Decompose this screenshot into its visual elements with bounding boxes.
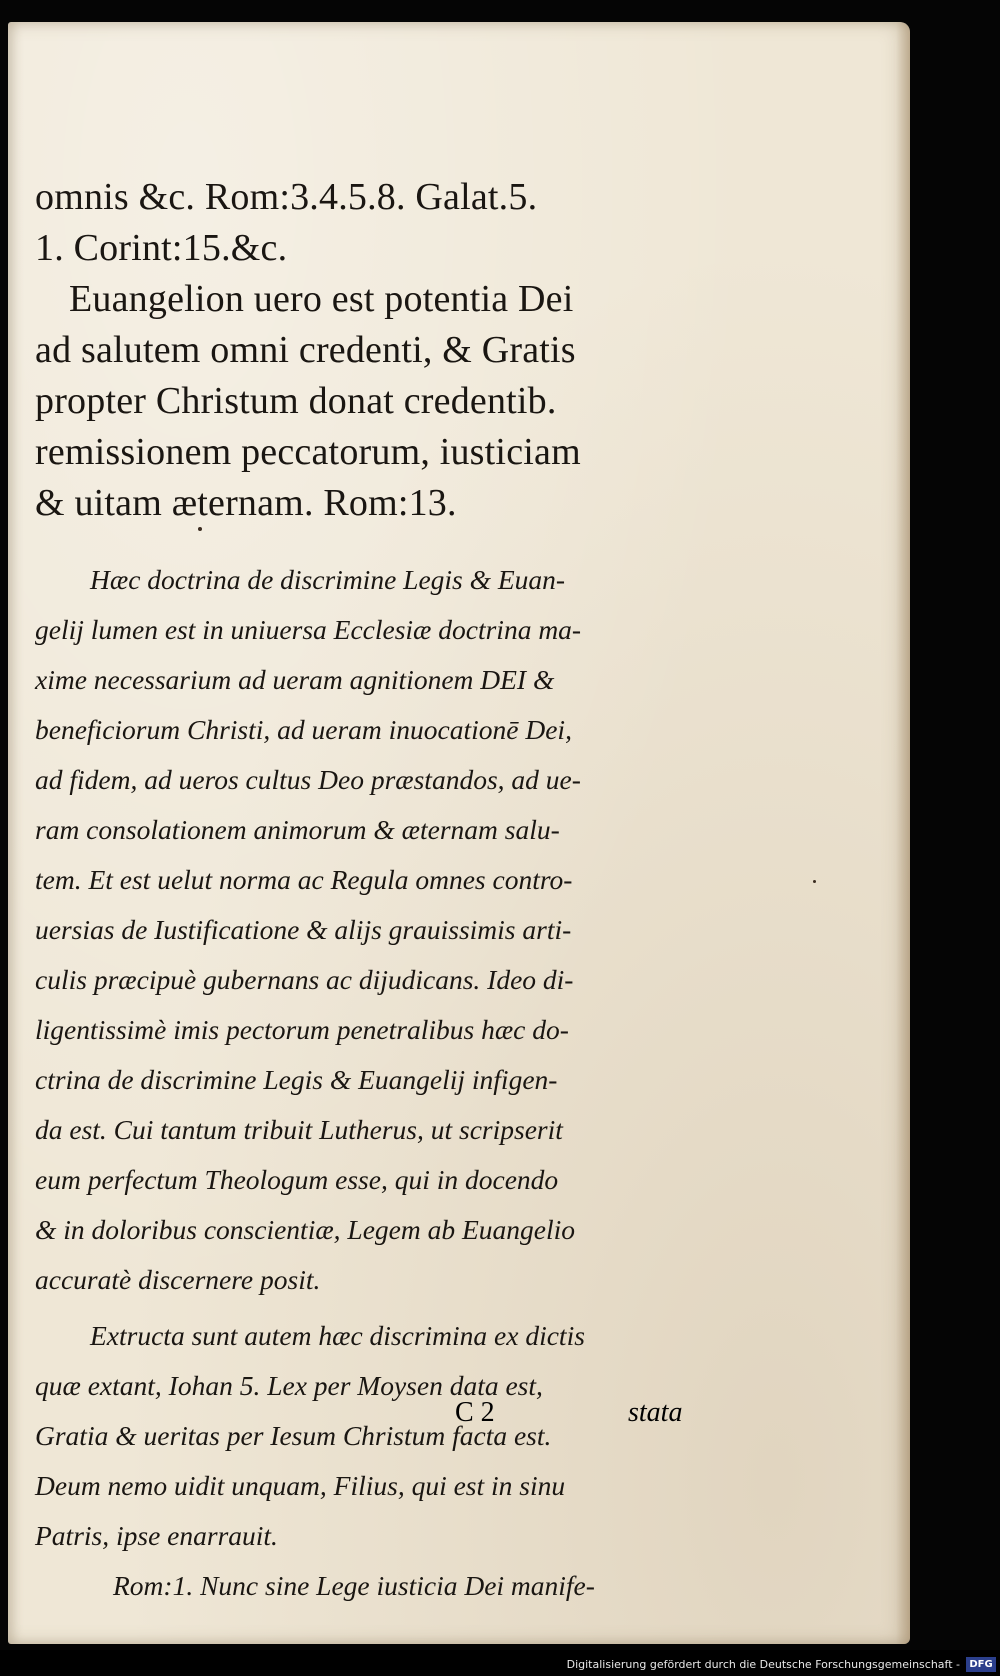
book-page — [8, 22, 910, 1644]
italic-line: Gratia & ueritas per Iesum Christum facta est. — [35, 1420, 552, 1451]
roman-line: 1. Corint:15.&c. — [35, 227, 288, 269]
footer-bar — [0, 1650, 1000, 1676]
italic-line: ad fidem, ad ueros cultus Deo præstandos, ad ue- — [35, 764, 581, 795]
roman-line: propter Christum donat credentib. — [35, 380, 557, 422]
italic-paragraph-3 — [35, 1561, 695, 1611]
italic-line: Extructa sunt autem hæc discrimina ex dictis — [90, 1320, 585, 1351]
italic-line: Rom:1. Nunc sine Lege iusticia Dei manife- — [113, 1570, 595, 1601]
italic-line: culis præcipuè gubernans ac dijudicans. Ideo di- — [35, 964, 574, 995]
italic-paragraph-1 — [35, 555, 695, 1305]
italic-line: xime necessarium ad ueram agnitionem DEI & — [35, 664, 555, 695]
italic-line: beneficiorum Christi, ad ueram inuocationē Dei, — [35, 714, 572, 745]
catchword: stata — [628, 1397, 683, 1428]
italic-line: gelij lumen est in uniuersa Ecclesiæ doctrina ma- — [35, 614, 582, 645]
roman-line: Euangelion uero est potentia Dei — [69, 278, 574, 320]
signature-mark: C 2 — [455, 1397, 495, 1428]
page-edge-shadow — [896, 22, 910, 1644]
roman-text-block — [35, 172, 695, 529]
italic-line: eum perfectum Theologum esse, qui in docendo — [35, 1164, 559, 1195]
italic-line: da est. Cui tantum tribuit Lutherus, ut scripserit — [35, 1114, 563, 1145]
italic-line: & in doloribus conscientiæ, Legem ab Euangelio — [35, 1214, 576, 1245]
ink-speck — [813, 880, 816, 883]
dfg-logo: DFG — [966, 1657, 996, 1672]
italic-line: Deum nemo uidit unquam, Filius, qui est in sinu — [35, 1470, 566, 1501]
italic-line: ligentissimè imis pectorum penetralibus hæc do- — [35, 1014, 569, 1045]
funding-credit: Digitalisierung gefördert durch die Deutsche Forschungsgemeinschaft - — [566, 1658, 960, 1671]
italic-line: Patris, ipse enarrauit. — [35, 1520, 278, 1551]
italic-line: quæ extant, Iohan 5. Lex per Moysen data est, — [35, 1370, 543, 1401]
italic-line: accuratè discernere posit. — [35, 1264, 321, 1295]
italic-line: ram consolationem animorum & æternam salu- — [35, 814, 560, 845]
roman-line: omnis &c. Rom:3.4.5.8. Galat.5. — [35, 176, 538, 218]
roman-line: & uitam æternam. Rom:13. — [35, 482, 457, 524]
ink-speck — [198, 527, 202, 531]
italic-line: ctrina de discrimine Legis & Euangelij infigen- — [35, 1064, 558, 1095]
page-foot — [8, 1397, 728, 1447]
italic-line: Hæc doctrina de discrimine Legis & Euan- — [90, 564, 566, 595]
page-text — [35, 172, 695, 1611]
roman-line: remissionem peccatorum, iusticiam — [35, 431, 581, 473]
italic-line: uersias de Iustificatione & alijs grauissimis arti- — [35, 914, 572, 945]
italic-line: tem. Et est uelut norma ac Regula omnes contro- — [35, 864, 573, 895]
roman-line: ad salutem omni credenti, & Gratis — [35, 329, 576, 371]
